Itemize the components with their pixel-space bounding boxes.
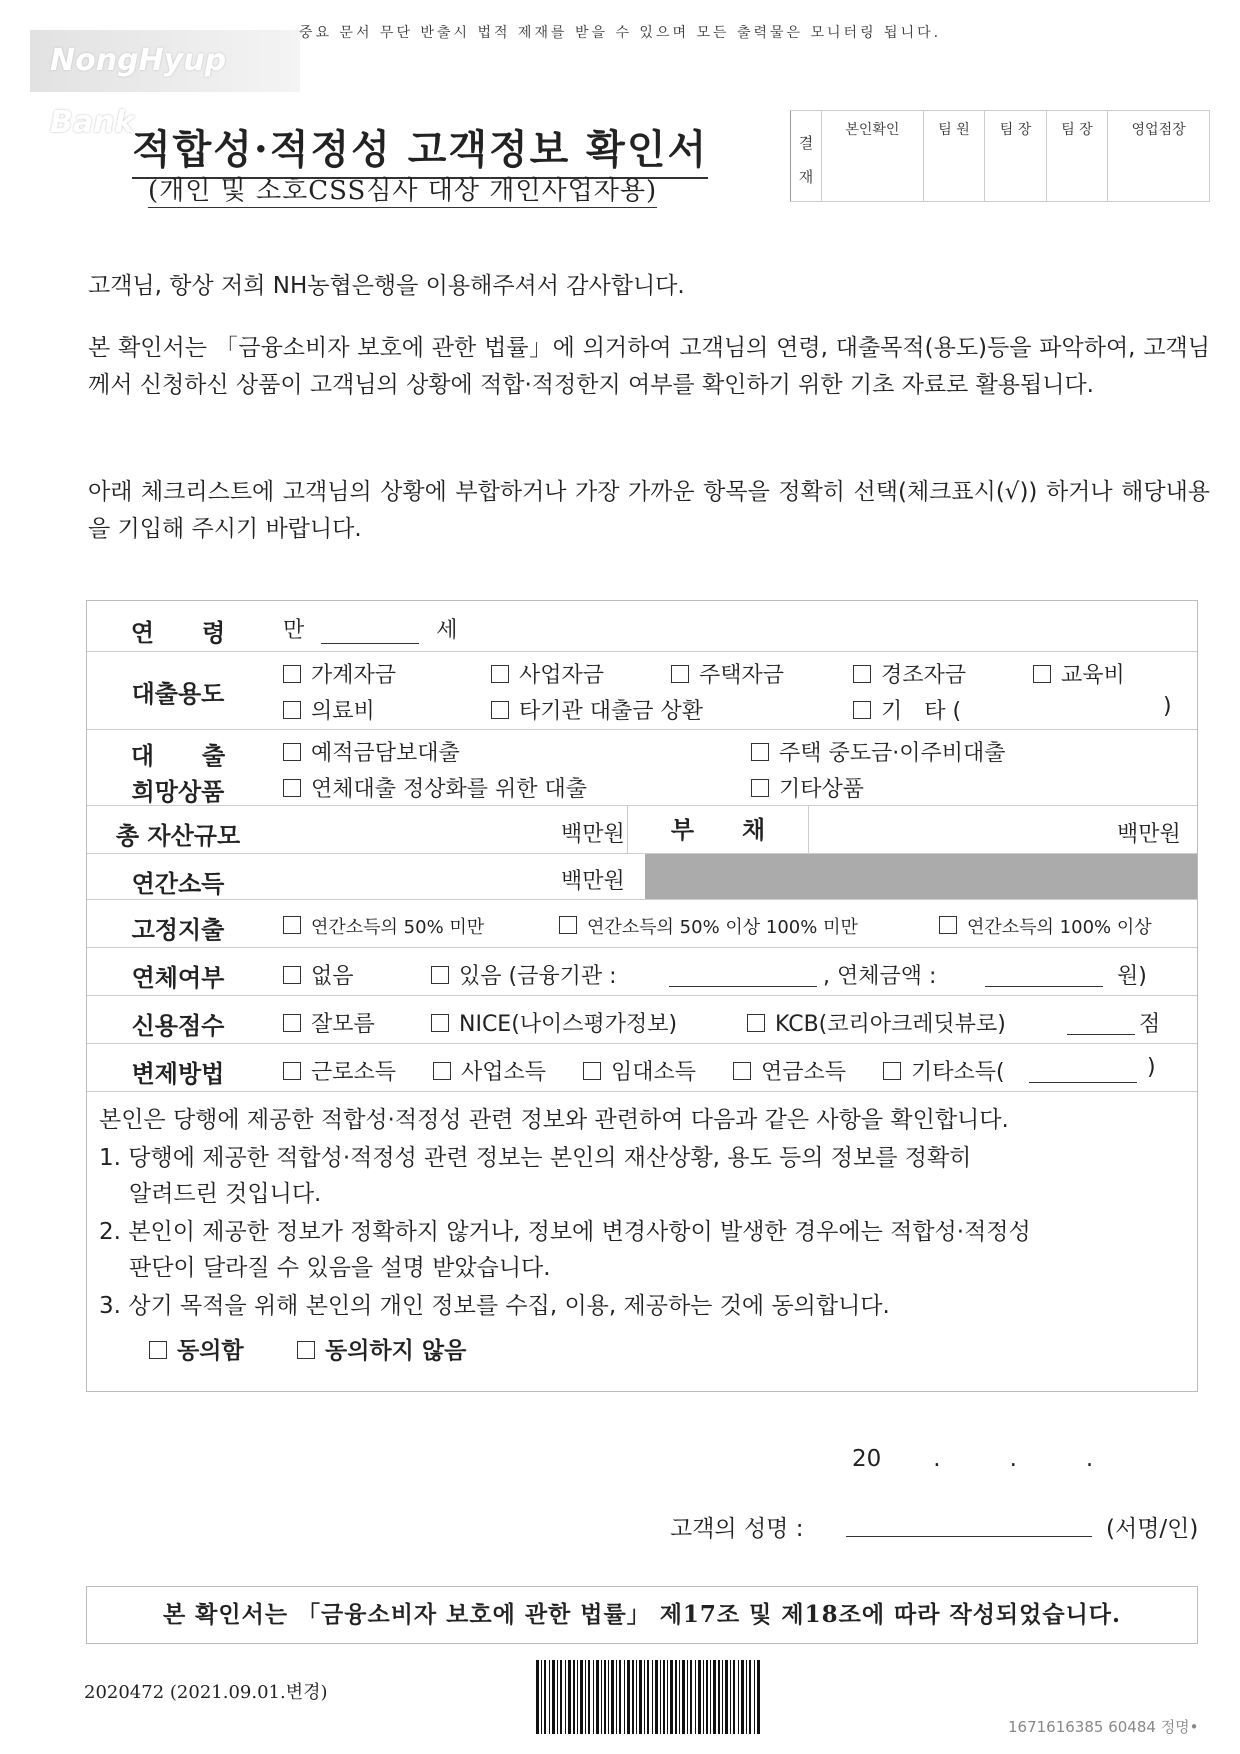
consent-disagree-option[interactable]: 동의하지 않음 [297,1332,466,1365]
consent-intro: 본인은 당행에 제공한 적합성·적정성 관련 정보와 관련하여 다음과 같은 사항을 확인합니다. [99,1107,1009,1133]
consent-item-1a: 1. 당행에 제공한 적합성·적정성 관련 정보는 본인의 재산상황, 용도 등의 정보를 정확히 [99,1145,972,1171]
debt-label: 부 채 [627,806,809,854]
product-option-overdue-normalization[interactable]: 연체대출 정상화를 위한 대출 [283,772,587,803]
loan-option-education[interactable]: 교육비 [1033,658,1125,689]
checkbox[interactable] [853,665,871,683]
greeting-text: 고객님, 항상 저희 NH농협은행을 이용해주셔서 감사합니다. [88,273,685,299]
overdue-amount-input[interactable] [985,966,1103,987]
annual-income-unit: 백만원 [561,869,625,894]
legal-basis-statement: 본 확인서는 「금융소비자 보호에 관한 법률」 제17조 및 제18조에 따라 작성되었습니다. [86,1586,1198,1644]
bank-logo-watermark: NongHyup Bank [30,30,300,92]
expense-option-under-50[interactable]: 연간소득의 50% 미만 [283,913,484,939]
checkbox[interactable] [297,1341,315,1359]
expense-option-50-to-100[interactable]: 연간소득의 50% 이상 100% 미만 [559,913,858,939]
barcode-icon [536,1660,762,1734]
repay-option-business-income[interactable]: 사업소득 [433,1055,546,1086]
desired-product-label-1: 대 출 [130,742,226,770]
checkbox[interactable] [733,1062,751,1080]
checkbox[interactable] [671,665,689,683]
loan-option-other-close: ) [1163,694,1172,719]
approval-col-branch-manager: 영업점장 [1108,111,1210,202]
repay-option-pension-income[interactable]: 연금소득 [733,1055,846,1086]
row-income [87,853,1197,900]
overdue-amount-label: , 연체금액 : [823,964,937,989]
debt-unit: 백만원 [1117,822,1181,847]
repay-other-input[interactable] [1029,1062,1137,1083]
credit-option-unknown[interactable]: 잘모름 [283,1007,375,1038]
loan-option-refinance[interactable]: 타기관 대출금 상환 [491,694,703,725]
loan-purpose-label: 대출용도 [131,680,225,708]
checkbox[interactable] [583,1062,601,1080]
checkbox[interactable] [491,701,509,719]
customer-name-label: 고객의 성명 : [670,1516,804,1542]
checkbox[interactable] [283,1062,301,1080]
credit-score-input[interactable] [1067,1014,1135,1035]
overdue-institution-input[interactable] [669,966,817,987]
overdue-option-none[interactable]: 없음 [283,959,354,990]
approval-col-team-member: 팀 원 [923,111,984,202]
credit-option-nice[interactable]: NICE(나이스평가정보) [431,1007,677,1038]
row-loan-purpose [87,651,1197,730]
loan-option-ceremony[interactable]: 경조자금 [853,658,966,689]
consent-section [87,1091,1197,1392]
row-desired-product [87,729,1197,806]
checkbox[interactable] [491,665,509,683]
greyed-area [645,854,1197,900]
form-code: 2020472 (2021.09.01.변경) [84,1682,328,1703]
instruction-text: 아래 체크리스트에 고객님의 상황에 부합하거나 가장 가까운 항목을 정확히 선택(체크표시(√)) 하거나 해당내용을 기입해 주시기 바랍니다. [88,479,1210,542]
consent-item-2b: 판단이 달라질 수 있음을 설명 받았습니다. [129,1255,551,1281]
checkbox[interactable] [1033,665,1051,683]
checkbox[interactable] [283,1014,301,1032]
customer-name-input[interactable] [846,1516,1092,1537]
row-age [87,601,1197,651]
repay-option-rental-income[interactable]: 임대소득 [583,1055,696,1086]
total-assets-unit: 백만원 [561,822,625,847]
expense-option-over-100[interactable]: 연간소득의 100% 이상 [939,913,1152,939]
loan-option-medical[interactable]: 의료비 [283,694,375,725]
serial-number: 1671616385 60484 정명• [1008,1718,1199,1736]
loan-option-other[interactable]: 기 타 ( [853,694,961,725]
fixed-expense-label: 고정지출 [131,916,225,944]
overdue-label: 연체여부 [131,964,225,992]
checkbox[interactable] [283,743,301,761]
checkbox[interactable] [283,701,301,719]
approval-col-team-leader-2: 팀 장 [1046,111,1107,202]
desired-product-label-2: 희망상품 [131,778,225,806]
age-suffix: 세 [436,618,458,643]
checkbox[interactable] [883,1062,901,1080]
checkbox[interactable] [939,916,957,934]
approval-label: 결 재 [791,111,822,202]
loan-option-household[interactable]: 가계자금 [283,658,396,689]
loan-option-business[interactable]: 사업자금 [491,658,604,689]
checkbox[interactable] [559,916,577,934]
repay-other-close: ) [1147,1055,1156,1080]
overdue-won-label: 원) [1117,964,1147,989]
document-subtitle: (개인 및 소호CSS심사 대상 개인사업자용) [148,170,657,208]
checkbox[interactable] [283,779,301,797]
document-title: 적합성·적정성 고객정보 확인서 [132,118,708,179]
repay-option-other-income[interactable]: 기타소득( [883,1055,1005,1086]
credit-option-kcb[interactable]: KCB(코리아크레딧뷰로) [747,1007,1006,1038]
checkbox[interactable] [747,1014,765,1032]
checkbox[interactable] [853,701,871,719]
approval-stamp-table [790,110,1210,202]
approval-col-team-leader-1: 팀 장 [985,111,1046,202]
consent-item-1b: 알려드린 것입니다. [129,1181,322,1207]
monitoring-notice: 중요 문서 무단 반출시 법적 제재를 받을 수 있으며 모든 출력물은 모니터링 됩니다. [298,25,942,41]
product-option-deposit-secured[interactable]: 예적금담보대출 [283,736,460,767]
row-fixed-expense [87,899,1197,948]
purpose-text: 본 확인서는 「금융소비자 보호에 관한 법률」에 의거하여 고객님의 연령, 대출목적(용도)등을 파악하여, 고객님께서 신청하신 상품이 고객님의 상황에 적합·적정한지 여부를 확인하기 위한 기초 자료로 활용됩니다. [88,335,1210,398]
approval-col-self-check: 본인확인 [822,111,924,202]
row-overdue [87,947,1197,996]
product-option-other[interactable]: 기타상품 [751,772,864,803]
consent-agree-option[interactable]: 동의함 [149,1332,244,1365]
loan-option-housing[interactable]: 주택자금 [671,658,784,689]
total-assets-label: 총 자산규모 [115,822,241,850]
checkbox[interactable] [751,743,769,761]
date-line[interactable]: 20 . . . [852,1446,1094,1472]
age-prefix: 만 [283,618,305,643]
checkbox[interactable] [431,1014,449,1032]
checkbox[interactable] [149,1341,167,1359]
consent-item-3: 3. 상기 목적을 위해 본인의 개인 정보를 수집, 이용, 제공하는 것에 동의합니다. [99,1293,890,1319]
sign-seal-label: (서명/인) [1106,1516,1199,1542]
checkbox[interactable] [751,779,769,797]
checkbox[interactable] [431,966,449,984]
checkbox[interactable] [283,916,301,934]
checkbox[interactable] [283,966,301,984]
checkbox[interactable] [283,665,301,683]
product-option-housing-interim[interactable]: 주택 중도금·이주비대출 [751,736,1006,767]
row-assets-debt [87,805,1197,854]
overdue-option-exists[interactable]: 있음 (금융기관 : [431,959,617,990]
row-repayment [87,1043,1197,1092]
credit-score-label: 신용점수 [131,1012,225,1040]
credit-score-unit: 점 [1139,1012,1161,1037]
repay-option-earned-income[interactable]: 근로소득 [283,1055,396,1086]
checkbox[interactable] [433,1062,451,1080]
age-input[interactable] [321,623,419,644]
age-label: 연 령 [130,619,226,647]
customer-info-form [86,600,1198,1392]
repayment-label: 변제방법 [131,1060,225,1088]
annual-income-label: 연간소득 [131,870,225,898]
consent-item-2a: 2. 본인이 제공한 정보가 정확하지 않거나, 정보에 변경사항이 발생한 경우에는 적합성·적정성 [99,1219,1031,1245]
row-credit-score [87,995,1197,1044]
